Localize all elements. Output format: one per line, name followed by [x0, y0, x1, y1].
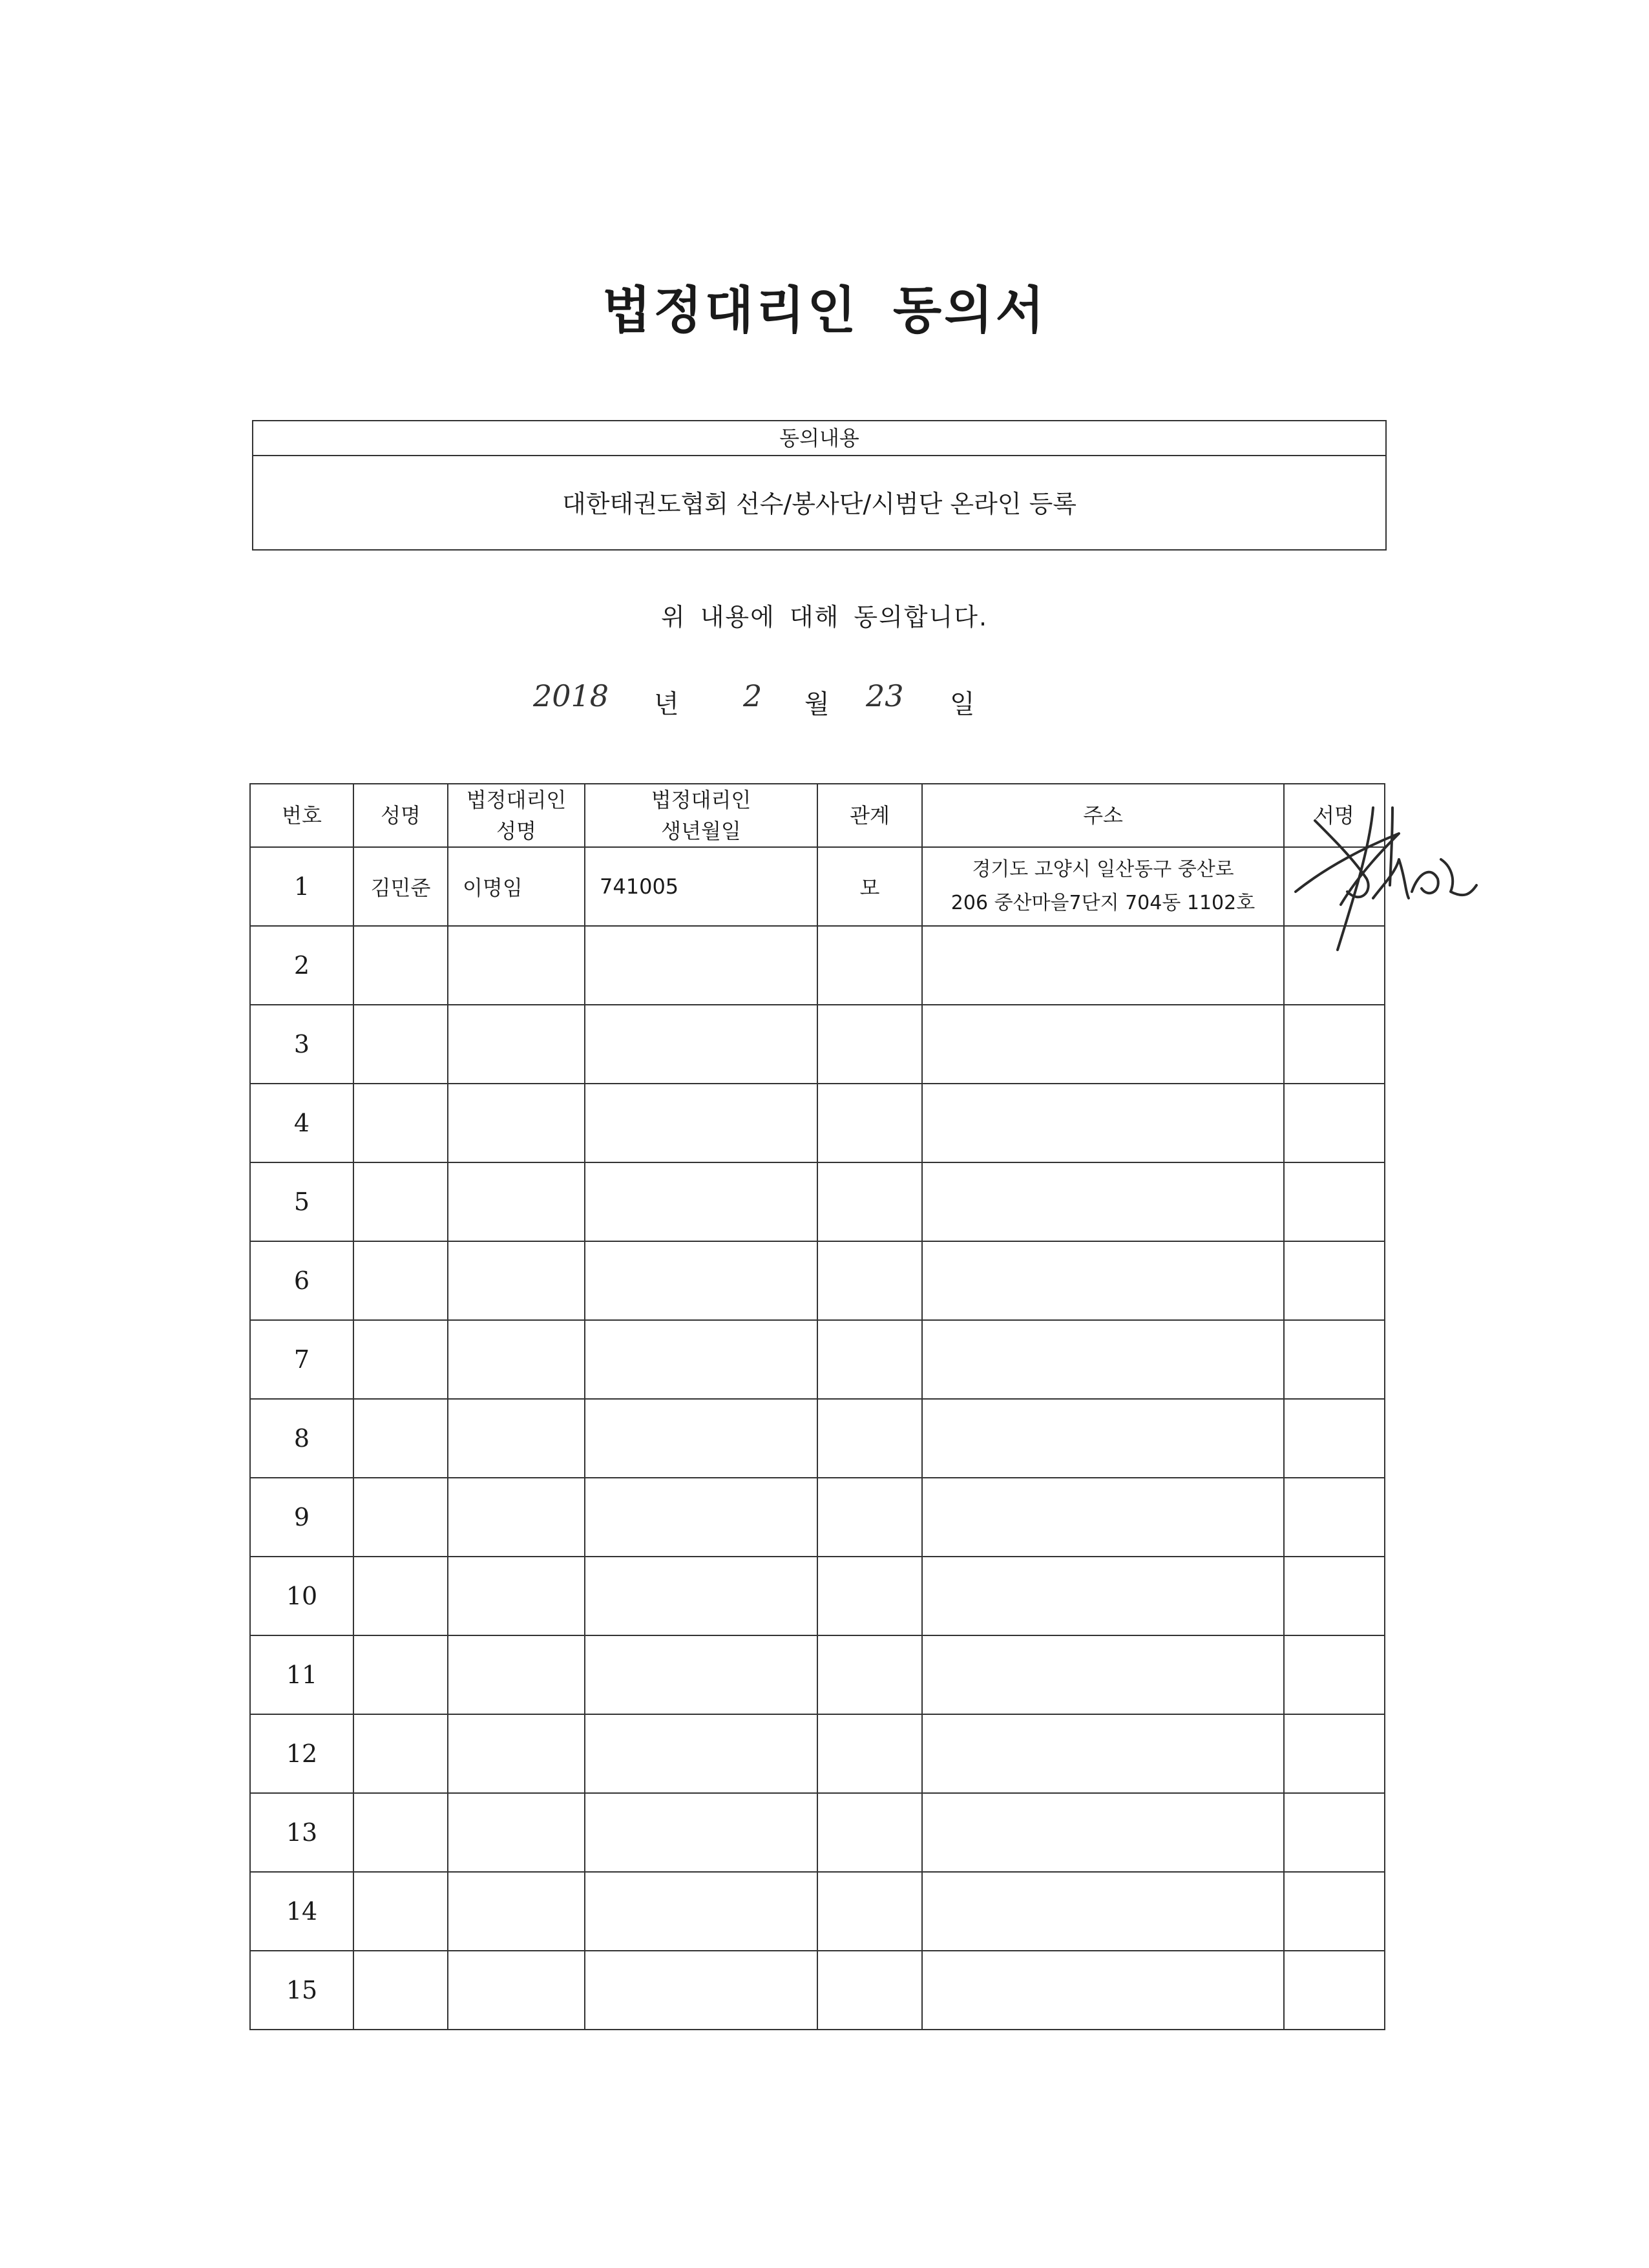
row-name: [353, 1320, 448, 1399]
date-line: [0, 678, 1649, 730]
row-number: 11: [250, 1635, 353, 1714]
header-no: 번호: [250, 784, 353, 847]
header-guardian-birth: [585, 784, 817, 847]
row-signature: [1284, 1557, 1385, 1635]
table-row: [250, 1478, 1385, 1557]
row-relation: [817, 1084, 922, 1162]
row-guardian-birth: [585, 1320, 817, 1399]
row-address-line2: 206 중산마을7단지 704동 1102호: [951, 892, 1255, 914]
header-signature: 서명: [1284, 784, 1385, 847]
row-address: [922, 1162, 1284, 1241]
row-number: 14: [250, 1872, 353, 1951]
row-number: 4: [250, 1084, 353, 1162]
date-year: 2018: [533, 678, 609, 713]
row-relation: [817, 1557, 922, 1635]
table-row: [250, 1005, 1385, 1084]
row-guardian-birth: [585, 926, 817, 1005]
row-name: 김민준: [353, 847, 448, 926]
row-relation: [817, 1478, 922, 1557]
row-address: [922, 1005, 1284, 1084]
table-row: [250, 1714, 1385, 1793]
header-guardian-name-line1: 법정대리인: [466, 788, 567, 812]
row-number: 3: [250, 1005, 353, 1084]
page-title: 법정대리인 동의서: [602, 282, 1047, 340]
row-address: [922, 1793, 1284, 1872]
row-address: [922, 1320, 1284, 1399]
row-address: [922, 1714, 1284, 1793]
table-row: [250, 1872, 1385, 1951]
row-guardian-birth: [585, 1951, 817, 2030]
row-guardian-name: 이명임: [448, 847, 585, 926]
row-signature: [1284, 926, 1385, 1005]
row-address: [922, 1872, 1284, 1951]
row-name: [353, 1162, 448, 1241]
row-address: [922, 847, 1284, 926]
row-name: [353, 1714, 448, 1793]
row-relation: [817, 1872, 922, 1951]
row-guardian-name: [448, 1162, 585, 1241]
row-signature: [1284, 1793, 1385, 1872]
row-address: [922, 1241, 1284, 1320]
row-guardian-name: [448, 1241, 585, 1320]
header-relation: 관계: [817, 784, 922, 847]
row-number: 12: [250, 1714, 353, 1793]
row-signature: [1284, 1951, 1385, 2030]
row-signature: [1284, 1320, 1385, 1399]
row-address-line1: 경기도 고양시 일산동구 중산로: [972, 858, 1234, 881]
row-guardian-name: [448, 1635, 585, 1714]
header-guardian-name-line2: 성명: [496, 819, 536, 843]
row-name: [353, 1005, 448, 1084]
row-guardian-birth: [585, 1399, 817, 1478]
row-relation: [817, 1162, 922, 1241]
row-signature: [1284, 847, 1385, 926]
row-address: [922, 1084, 1284, 1162]
row-guardian-name: [448, 1872, 585, 1951]
header-guardian-birth-line2: 생년월일: [661, 819, 741, 843]
row-guardian-name: [448, 1951, 585, 2030]
row-guardian-birth: [585, 1478, 817, 1557]
header-address: 주소: [922, 784, 1284, 847]
table-row: [250, 1793, 1385, 1872]
row-address: [922, 926, 1284, 1005]
row-guardian-name: [448, 1557, 585, 1635]
row-guardian-birth: [585, 1714, 817, 1793]
row-name: [353, 1793, 448, 1872]
date-year-unit: 년: [654, 689, 679, 719]
header-name: 성명: [353, 784, 448, 847]
row-name: [353, 1872, 448, 1951]
table-row: [250, 1399, 1385, 1478]
row-guardian-name: [448, 926, 585, 1005]
agreement-statement: 위 내용에 대해 동의합니다.: [660, 603, 989, 631]
row-address: [922, 1635, 1284, 1714]
row-signature: [1284, 1162, 1385, 1241]
table-row: [250, 1241, 1385, 1320]
row-name: [353, 1084, 448, 1162]
row-number: 15: [250, 1951, 353, 2030]
row-relation: [817, 1399, 922, 1478]
table-row: [250, 1635, 1385, 1714]
row-relation: [817, 1241, 922, 1320]
header-guardian-name: [448, 784, 585, 847]
row-guardian-birth: [585, 1005, 817, 1084]
row-number: 8: [250, 1399, 353, 1478]
row-number: 13: [250, 1793, 353, 1872]
row-relation: [817, 1714, 922, 1793]
row-name: [353, 1557, 448, 1635]
row-name: [353, 1478, 448, 1557]
row-guardian-birth: [585, 1241, 817, 1320]
row-signature: [1284, 1872, 1385, 1951]
row-signature: [1284, 1005, 1385, 1084]
consent-body: 대한태권도협회 선수/봉사단/시범단 온라인 등록: [562, 490, 1077, 518]
row-guardian-name: [448, 1714, 585, 1793]
row-name: [353, 926, 448, 1005]
row-signature: [1284, 1399, 1385, 1478]
row-name: [353, 1951, 448, 2030]
row-signature: [1284, 1084, 1385, 1162]
table-row: [250, 926, 1385, 1005]
row-guardian-birth: 741005: [585, 847, 817, 926]
row-guardian-name: [448, 1320, 585, 1399]
row-guardian-birth: [585, 1635, 817, 1714]
row-number: 10: [250, 1557, 353, 1635]
row-guardian-birth: [585, 1872, 817, 1951]
row-address: [922, 1557, 1284, 1635]
row-guardian-birth: [585, 1084, 817, 1162]
row-relation: [817, 1951, 922, 2030]
header-guardian-birth-line1: 법정대리인: [651, 788, 751, 812]
row-signature: [1284, 1241, 1385, 1320]
row-relation: [817, 1635, 922, 1714]
row-guardian-name: [448, 1399, 585, 1478]
row-number: 9: [250, 1478, 353, 1557]
row-relation: [817, 1005, 922, 1084]
date-day: 23: [866, 678, 904, 713]
table-row: [250, 1320, 1385, 1399]
consent-content-box: [252, 420, 1387, 551]
row-signature: [1284, 1714, 1385, 1793]
row-signature: [1284, 1478, 1385, 1557]
row-relation: [817, 1320, 922, 1399]
row-address: [922, 1951, 1284, 2030]
date-day-unit: 일: [950, 689, 975, 719]
consent-header: 동의내용: [253, 421, 1385, 456]
date-month: 2: [743, 678, 762, 713]
row-address: [922, 1478, 1284, 1557]
table-row: [250, 1557, 1385, 1635]
row-guardian-name: [448, 1478, 585, 1557]
row-number: 2: [250, 926, 353, 1005]
row-guardian-name: [448, 1084, 585, 1162]
row-guardian-name: [448, 1005, 585, 1084]
row-number: 5: [250, 1162, 353, 1241]
row-name: [353, 1399, 448, 1478]
date-month-unit: 월: [804, 689, 830, 719]
row-name: [353, 1241, 448, 1320]
table-row: [250, 847, 1385, 926]
row-guardian-birth: [585, 1793, 817, 1872]
row-number: 1: [250, 847, 353, 926]
row-relation: 모: [817, 847, 922, 926]
row-number: 7: [250, 1320, 353, 1399]
row-relation: [817, 926, 922, 1005]
table-row: [250, 1951, 1385, 2030]
row-name: [353, 1635, 448, 1714]
row-relation: [817, 1793, 922, 1872]
table-row: [250, 1084, 1385, 1162]
row-address: [922, 1399, 1284, 1478]
table-header-row: [250, 784, 1385, 847]
row-guardian-name: [448, 1793, 585, 1872]
table-row: [250, 1162, 1385, 1241]
row-number: 6: [250, 1241, 353, 1320]
row-guardian-birth: [585, 1557, 817, 1635]
row-signature: [1284, 1635, 1385, 1714]
registration-table: [249, 783, 1385, 2030]
row-guardian-birth: [585, 1162, 817, 1241]
